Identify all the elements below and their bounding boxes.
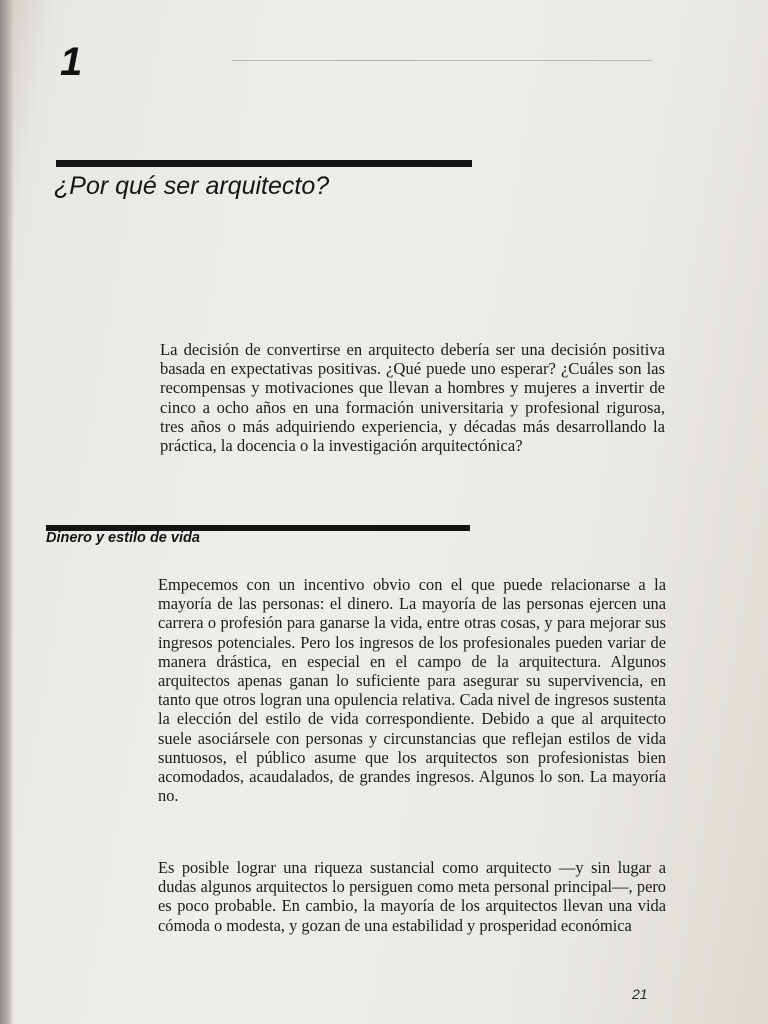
chapter-intro: La decisión de convertirse en arquitecto debería ser una decisión positiva basada en expectativas positivas. ¿Qué puede uno esperar? ¿Cuáles son las recompensas y motivaciones que llevan a hombres y mujeres a invertir de cinco a ocho años en una formación universitaria y profesional rigurosa, tres años o más adquiriendo experiencia, y décadas más desarrollando la práctica, la docencia o la investigación arquitectónica? [160,340,665,456]
chapter-number: 1 [60,40,83,84]
book-spine-shadow [0,0,14,1024]
body-paragraph: Empecemos con un incentivo obvio con el que puede relacionarse a la mayoría de las personas: el dinero. La mayoría de las personas ejercen una carrera o profesión para ganarse la vida, entre otras cosas, y para mejorar sus ingresos potenciales. Pero los ingresos de los profesionales pueden variar de manera drástica, en especial en el campo de la arquitectura. Algunos arquitectos apenas ganan lo suficiente para asegurar su supervivencia, en tanto que otros logran una opulencia relativa. Cada nivel de ingresos sustenta la elección del estilo de vida correspondiente. Debido a que al arquitecto suele asociársele con personas y circunstancias que reflejan estilos de vida suntuosos, el público asume que los arquitectos son profesionistas bien acomodados, acaudalados, de grandes ingresos. Algunos lo son. La mayoría no. [158,575,666,806]
section-heading: Dinero y estilo de vida [46,530,200,546]
page-number: 21 [632,986,648,1002]
title-rule [56,160,472,167]
chapter-title: ¿Por qué ser arquitecto? [54,172,330,200]
body-paragraph: Es posible lograr una riqueza sustancial como arquitecto —y sin lugar a dudas algunos arquitectos lo persiguen como meta personal principal—, pero es poco probable. En cambio, la mayoría de los arquitectos llevan una vida cómoda o modesta, y gozan de una estabilidad y prosperidad económica [158,858,666,935]
header-rule [232,60,652,61]
